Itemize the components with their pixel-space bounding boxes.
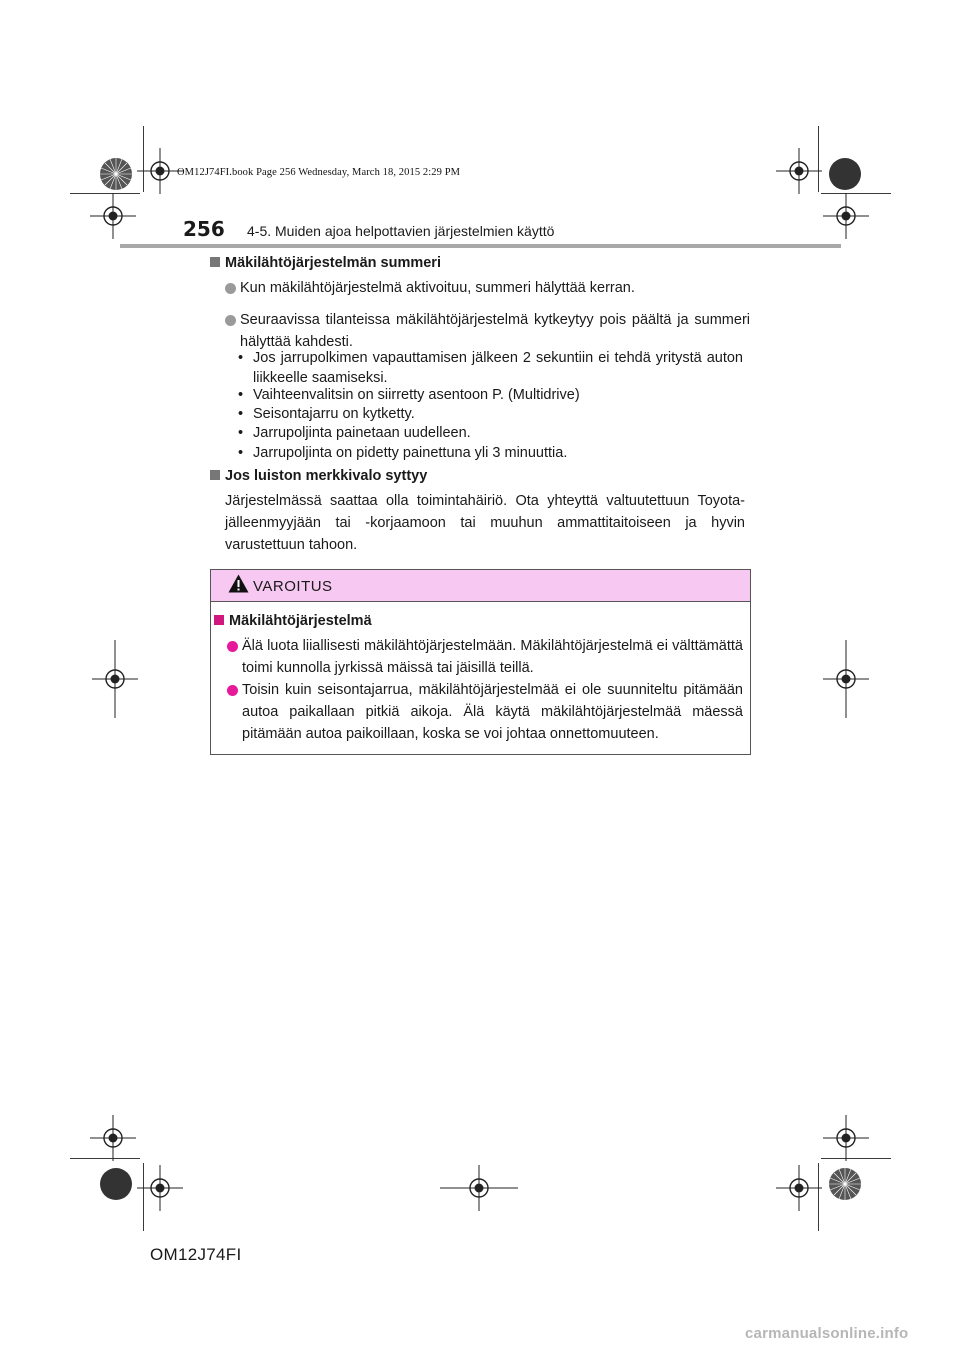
- registration-mark-icon: [823, 640, 869, 718]
- warning-bullet-icon: [227, 641, 238, 652]
- registration-mark-icon: [440, 1165, 518, 1211]
- section-heading-text: Mäkilähtöjärjestelmän summeri: [225, 255, 441, 271]
- warning-bullet-text: Älä luota liiallisesti mäkilähtöjärjestelmään. Mäkilähtöjärjestelmä ei välttämättä toimi kunnolla jyrkissä mäissä tai jäisillä teillä.: [242, 638, 743, 676]
- registration-mark-icon: [137, 1165, 183, 1211]
- sub-bullet-icon: •: [238, 406, 244, 422]
- color-wheel-mark-icon: [99, 1167, 133, 1201]
- sub-item: Vaihteenvalitsin on siirretty asentoon P. (Multidrive): [253, 387, 580, 403]
- sub-item: Jarrupoljinta on pidetty painettuna yli 3 minuuttia.: [253, 445, 568, 461]
- bullet-text: Kun mäkilähtöjärjestelmä aktivoituu, summeri hälyttää kerran.: [240, 280, 635, 296]
- warning-bullet-text: Toisin kuin seisontajarrua, mäkilähtöjärjestelmää ei ole suunniteltu pitämään autoa paikallaan pitkiä aikoja. Älä käytä mäkilähtöjärjestelmää mäessä pitämään autoa paikoillaan, koska se voi johtaa onnettomuuteen.: [242, 682, 743, 742]
- sub-bullet-icon: •: [238, 387, 244, 403]
- watermark: carmanualsonline.info: [745, 1325, 909, 1342]
- registration-mark-icon: [776, 1165, 822, 1211]
- bullet-text: Seuraavissa tilanteissa mäkilähtöjärjestelmä kytkeytyy pois päältä ja summeri hälyttää kahdesti.: [240, 312, 750, 350]
- footer-code: OM12J74FI: [150, 1245, 242, 1264]
- square-bullet-icon: [210, 470, 220, 480]
- registration-mark-icon: [90, 193, 136, 239]
- color-wheel-mark-icon: [828, 157, 862, 191]
- warning-title: VAROITUS: [253, 578, 333, 595]
- registration-mark-icon: [823, 1115, 869, 1161]
- registration-mark-icon: [92, 640, 138, 718]
- square-bullet-icon: [210, 257, 220, 267]
- sub-item: Seisontajarru on kytketty.: [253, 406, 415, 422]
- color-wheel-mark-icon: [99, 157, 133, 191]
- warning-heading-text: Mäkilähtöjärjestelmä: [229, 613, 372, 629]
- sub-item: Jarrupoljinta painetaan uudelleen.: [253, 425, 471, 441]
- bullet-icon: [225, 283, 236, 294]
- section-title: 4-5. Muiden ajoa helpottavien järjestelmien käyttö: [247, 223, 555, 239]
- section-heading: [210, 468, 427, 484]
- page-number: 256: [183, 217, 225, 241]
- sub-bullet-icon: •: [238, 445, 244, 461]
- sub-bullet-icon: •: [238, 425, 244, 441]
- warning-bullet-icon: [227, 685, 238, 696]
- registration-mark-icon: [776, 148, 822, 194]
- registration-mark-icon: [823, 193, 869, 239]
- sub-bullet-icon: •: [238, 350, 244, 366]
- warning-heading: [214, 613, 372, 629]
- section-text: Järjestelmässä saattaa olla toimintahäiriö. Ota yhteyttä valtuutettuun Toyota-jälleenmyyjään tai -korjaamoon tai muuhun ammattitaitoiseen ja hyvin varustettuun tahoon.: [225, 493, 745, 553]
- bullet-icon: [225, 315, 236, 326]
- sub-item: Jos jarrupolkimen vapauttamisen jälkeen 2 sekuntiin ei tehdä yritystä auton liikkeelle saamiseksi.: [253, 350, 743, 386]
- color-wheel-mark-icon: [828, 1167, 862, 1201]
- warning-triangle-icon: [228, 574, 249, 593]
- registration-mark-icon: [90, 1115, 136, 1161]
- section-heading: [210, 255, 441, 271]
- book-info: OM12J74FI.book Page 256 Wednesday, March 18, 2015 2:29 PM: [177, 167, 461, 178]
- header-rule: [120, 244, 841, 248]
- square-bullet-icon: [214, 615, 224, 625]
- section-heading-text: Jos luiston merkkivalo syttyy: [225, 468, 428, 484]
